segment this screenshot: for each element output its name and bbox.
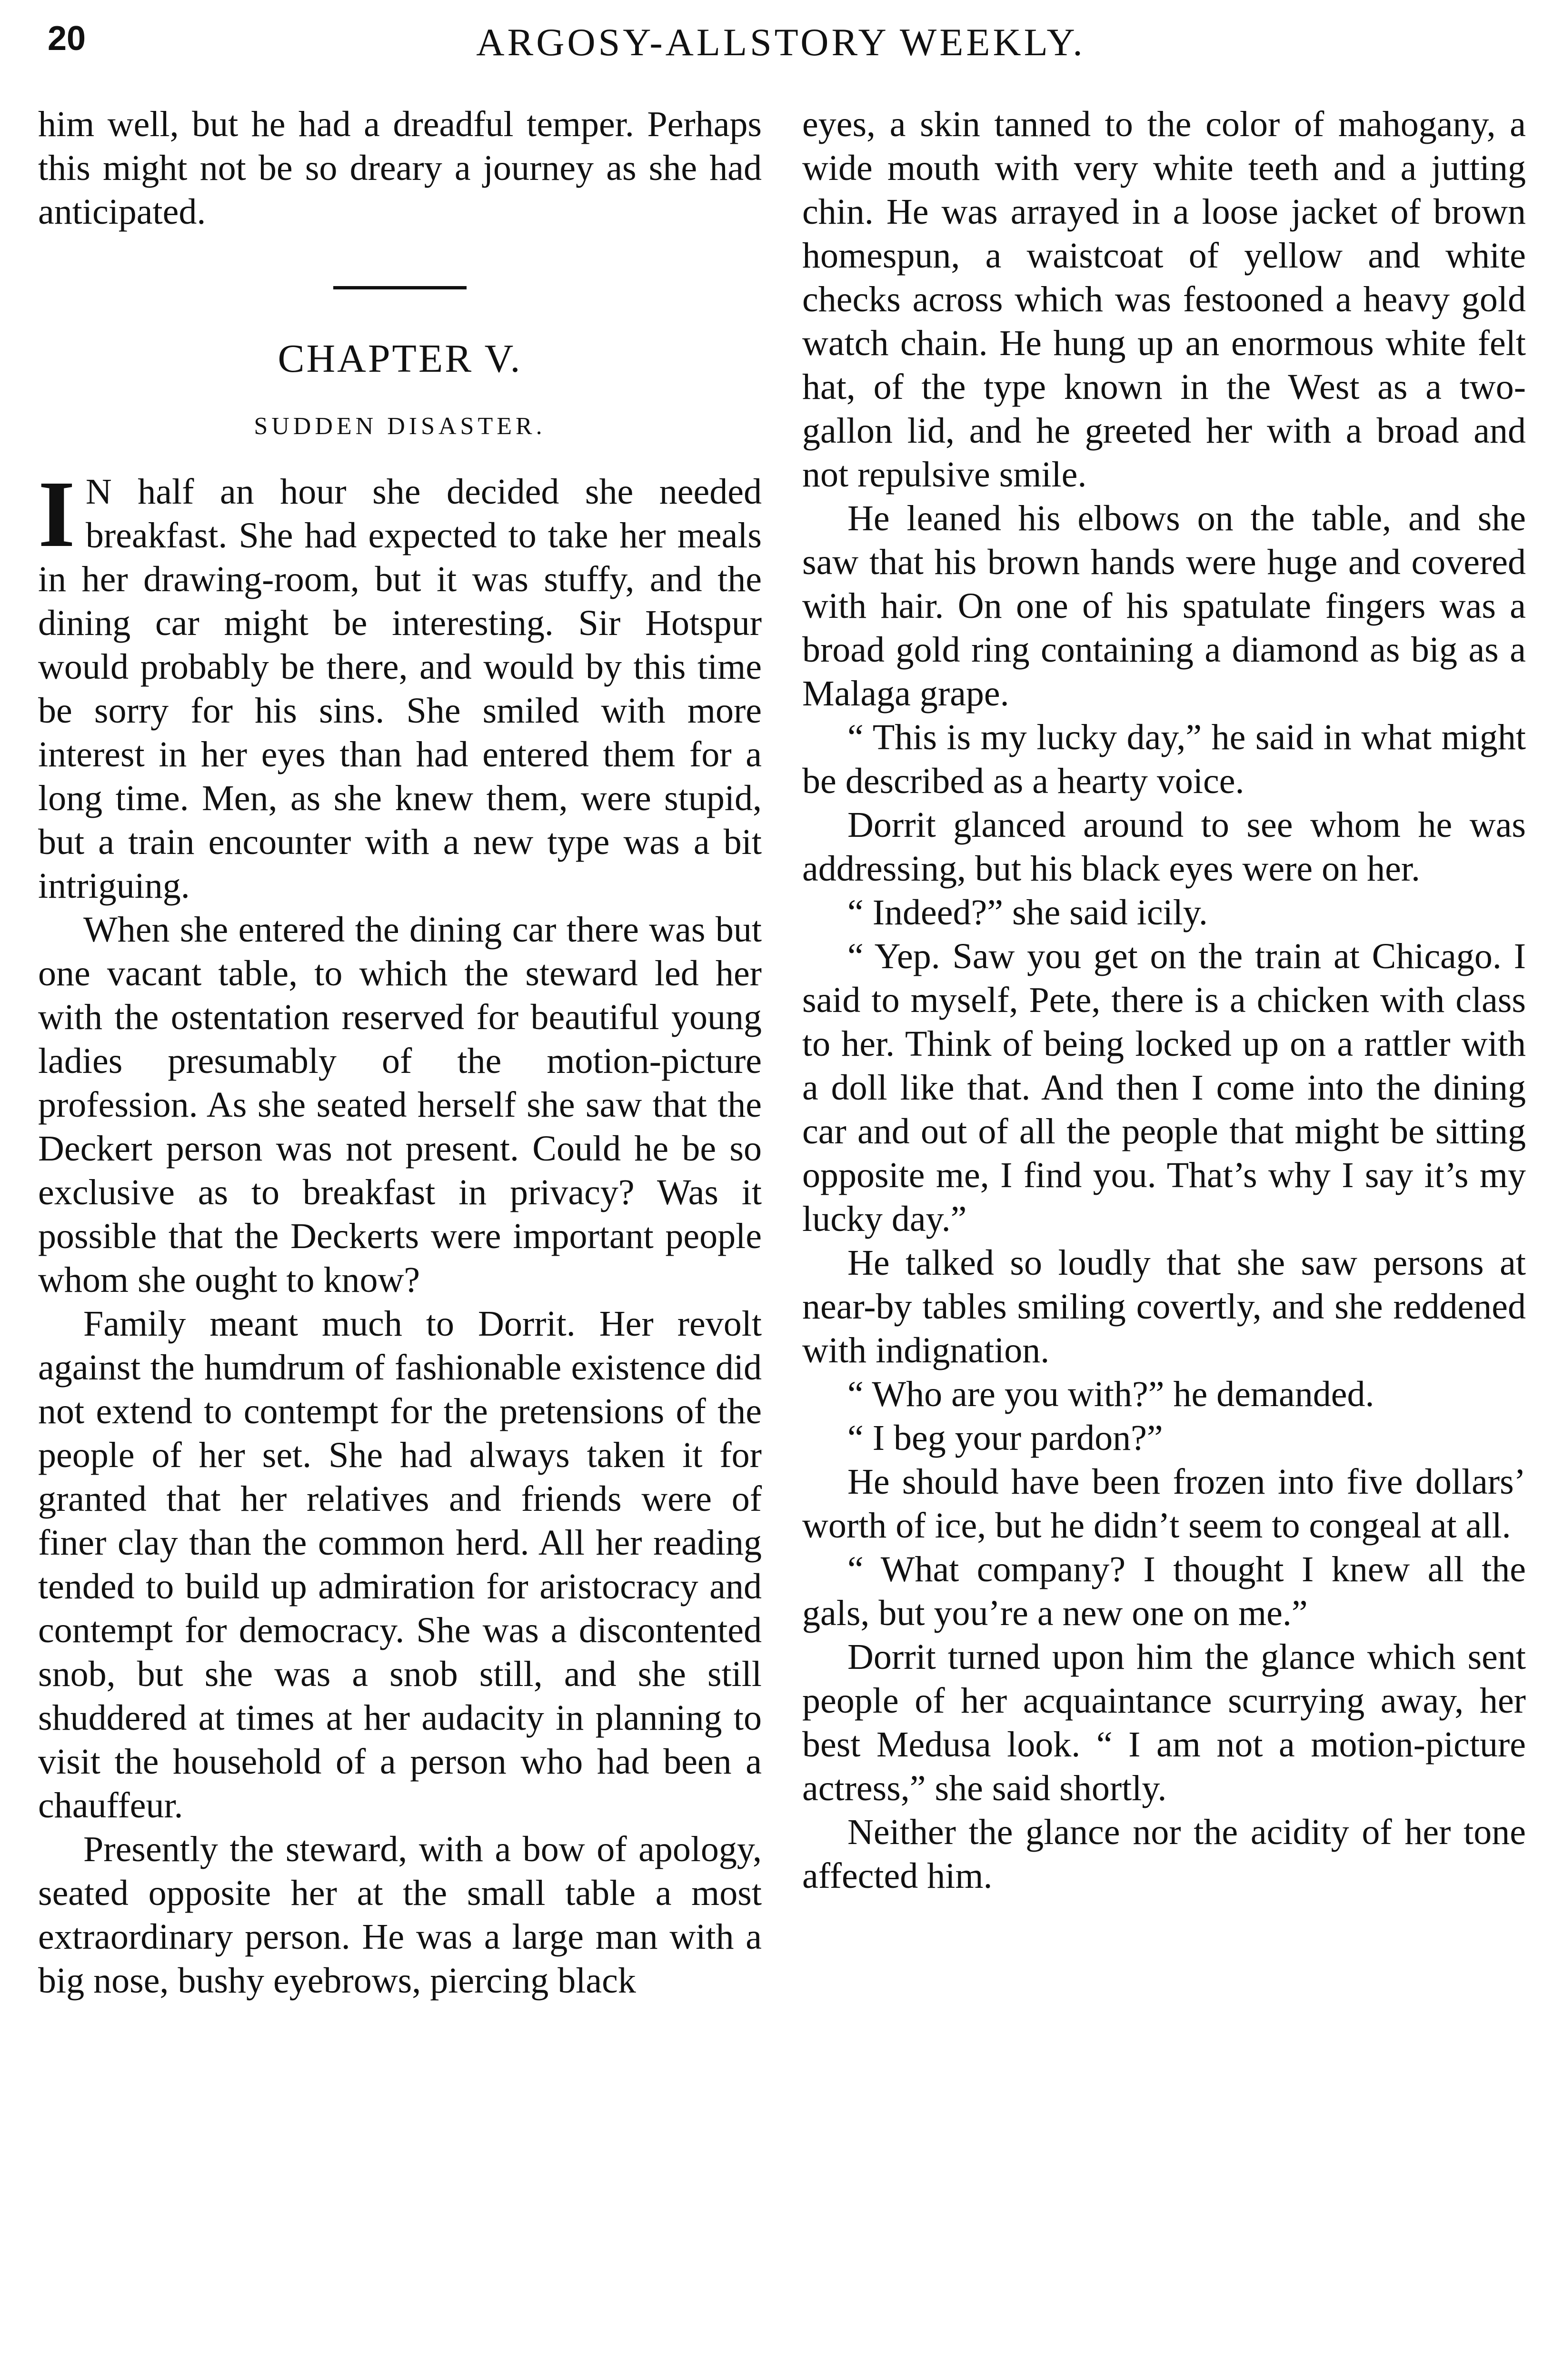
first-paragraph-text: N half an hour she decided she needed breakfast. She had expected to take her meals in her drawing-room, but it was stuffy, and the dining car might be interesting. Sir Hotspur would probably be there, and would by this time be sorry for his sins. She smiled with more interest in her eyes than had entered them for a long time. Men, as she knew them, were stupid, but a train encounter with a new type was a bit intriguing. xyxy=(38,472,762,906)
paragraph: Family meant much to Dorrit. Her revolt against the humdrum of fashionable existence did not extend to contempt for the pretensions of the people of her set. She had always taken it for granted that her relatives and friends were of finer clay than the common herd. All her reading tended to build up admiration for aristocracy and contempt for democracy. She was a discontented snob, but she was a snob still, and she still shuddered at times at her audacity in planning to visit the household of a person who had been a chauffeur. xyxy=(38,1304,762,1825)
left-column xyxy=(38,102,762,2003)
paragraph: “ Who are you with?” he demanded. xyxy=(847,1374,1374,1414)
paragraph: “ Yep. Saw you get on the train at Chicago. I said to myself, Pete, there is a chicken with class to her. Think of being locked up on a rattler with a doll like that. And then I come into the dining car and out of all the people that might be sitting opposite me, I find you. That’s why I say it’s my lucky day.” xyxy=(802,936,1526,1239)
paragraph: He should have been frozen into five dollars’ worth of ice, but he didn’t seem to congeal at all. xyxy=(802,1462,1526,1546)
page-header xyxy=(48,14,1514,86)
paragraph: When she entered the dining car there was but one vacant table, to which the steward led her with the ostentation reserved for beautiful young ladies presumably of the motion-picture profession. As she seated herself she saw that the Deckert person was not present. Could he be so exclusive as to breakfast in privacy? Was it possible that the Deckerts were important people whom she ought to know? xyxy=(38,910,762,1300)
paragraph: He leaned his elbows on the table, and she saw that his brown hands were huge and covered with hair. On one of his spatulate fingers was a broad gold ring containing a diamond as big as a Malaga grape. xyxy=(802,498,1526,714)
paragraph: Neither the glance nor the acidity of her tone affected him. xyxy=(802,1812,1526,1896)
right-column xyxy=(802,102,1526,1898)
paragraph: Dorrit turned upon him the glance which sent people of her acquaintance scurrying away, her best Medusa look. “ I am not a motion-picture actress,” she said shortly. xyxy=(802,1637,1526,1808)
section-divider xyxy=(333,286,467,289)
intro-paragraph: him well, but he had a dreadful temper. Perhaps this might not be so dreary a journey as she had anticipated. xyxy=(38,104,762,232)
paragraph: “ What company? I thought I knew all the gals, but you’re a new one on me.” xyxy=(802,1549,1526,1633)
chapter-title: CHAPTER V. xyxy=(278,337,522,381)
paragraph: Presently the steward, with a bow of apology, seated opposite her at the small table a most extraordinary person. He was a large man with a big nose, bushy eyebrows, piercing black xyxy=(38,1829,762,2001)
continuation-paragraph: eyes, a skin tanned to the color of mahogany, a wide mouth with very white teeth and a jutting chin. He was arrayed in a loose jacket of brown homespun, a waistcoat of yellow and white checks across which was festooned a heavy gold watch chain. He hung up an enormous white felt hat, of the type known in the West as a two-gallon lid, and he greeted her with a broad and not repulsive smile. xyxy=(802,104,1526,495)
paragraph: “ I beg your pardon?” xyxy=(847,1418,1163,1458)
chapter-subtitle: SUDDEN DISASTER. xyxy=(254,413,546,440)
paragraph: “ This is my lucky day,” he said in what might be described as a hearty voice. xyxy=(802,717,1526,801)
page-number: 20 xyxy=(48,20,86,58)
paragraph: Dorrit glanced around to see whom he was addressing, but his black eyes were on her. xyxy=(802,805,1526,889)
magazine-title: ARGOSY-ALLSTORY WEEKLY. xyxy=(476,20,1085,64)
paragraph: “ Indeed?” she said icily. xyxy=(847,892,1208,932)
drop-cap: I xyxy=(38,462,75,567)
chapter-first-paragraph xyxy=(38,462,762,908)
paragraph: He talked so loudly that she saw persons at near-by tables smiling covertly, and she reddened with indignation. xyxy=(802,1243,1526,1370)
